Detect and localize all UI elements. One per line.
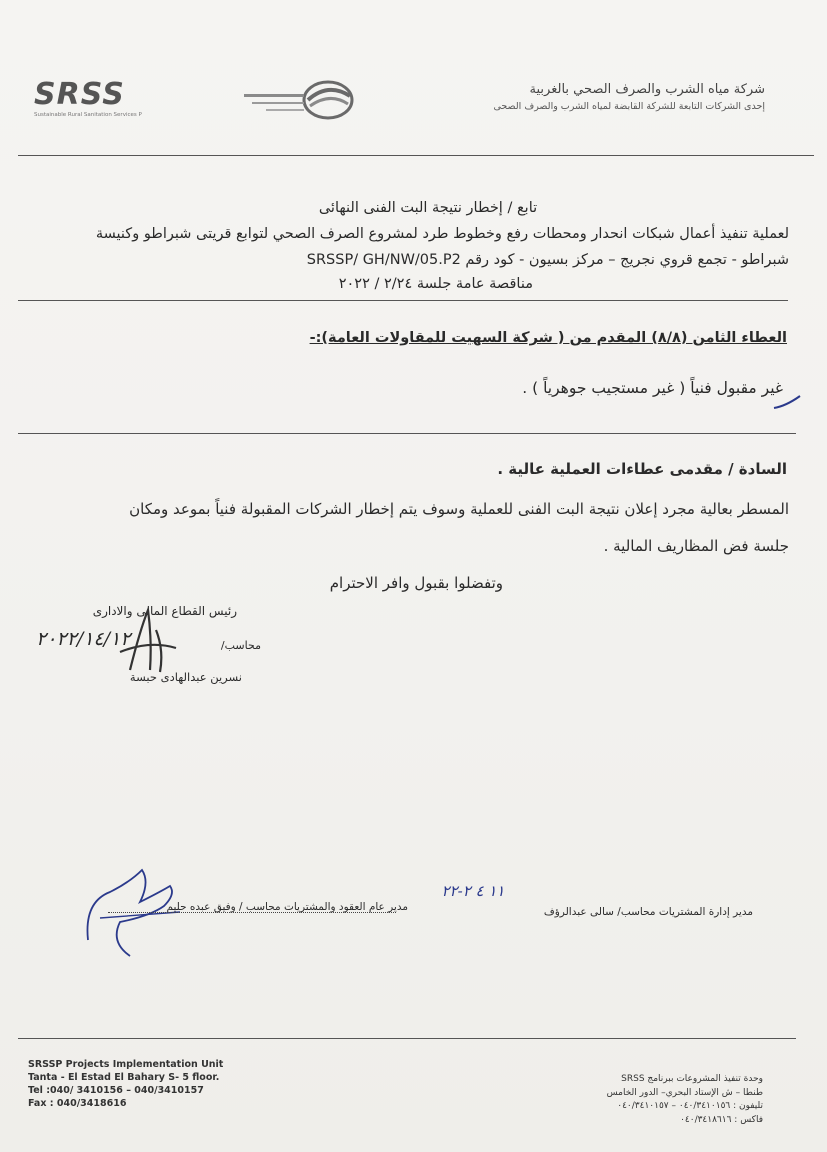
company-subtitle: إحدى الشركات التابعة للشركة القابضة لمياه الشرب والصرف الصحى [493, 101, 765, 112]
footer-arabic [607, 1073, 763, 1127]
contracts-manager-signature-label: مدير عام العقود والمشتريات محاسب / وفيق عبده حليم [166, 901, 408, 913]
handwritten-note [438, 876, 508, 946]
srss-logo-subtitle: Sustainable Rural Sanitation Services P [34, 112, 142, 118]
offer-evaluation: غير مقبول فنياً ( غير مستجيب جوهرياً ) . [522, 379, 783, 397]
footer-ar-unit: وحدة تنفيذ المشروعات ببرنامج SRSS [621, 1074, 763, 1084]
signatory-name: نسرين عبدالهادى حبسة [129, 670, 242, 684]
body-paragraph-line2: جلسة فض المظاريف المالية . [603, 537, 789, 555]
footer-divider [18, 1038, 796, 1039]
signature-dotted-line [108, 912, 396, 913]
closing-regards: وتفضلوا بقبول وافر الاحترام [329, 574, 503, 592]
footer-en-unit: SRSSP Projects Implementation Unit [28, 1059, 224, 1070]
project-description-line2: شبراطو - تجمع قروي نجريج – مركز بسيون - كود رقم SRSSP/ GH/NW/05.P2 [306, 252, 789, 268]
offer-heading: العطاء الثامن (٨/٨) المقدم من ( شركة السهيت للمقاولات العامة):- [309, 330, 787, 346]
purchasing-manager-signature-label: مدير إدارة المشتريات محاسب/ سالى عبدالرؤف [543, 906, 753, 918]
footer-ar-tel: تليفون : ٠٤٠/٣٤١٠١٥٦ – ٠٤٠/٣٤١٠١٥٧ [617, 1101, 763, 1111]
footer-ar-address: طنطا – ش الإستاد البحري– الدور الخامس [606, 1087, 763, 1098]
footer-en-tel: Tel :040/ 3410156 – 040/3410157 [28, 1085, 204, 1096]
pen-tick-mark [772, 394, 804, 412]
holding-company-logo [242, 78, 356, 124]
tender-session: مناقصة عامة جلسة ٢/٢٤ / ٢٠٢٢ [338, 276, 533, 292]
srss-logo-text: SRSS [34, 77, 125, 112]
srss-logo [34, 77, 142, 124]
footer-en-fax: Fax : 040/3418616 [28, 1098, 127, 1109]
footer-english [28, 1058, 223, 1110]
footer-ar-fax: فاكس : ٠٤٠/٣٤١٨٦١٦ [680, 1114, 763, 1125]
project-description-line1: لعملية تنفيذ أعمال شبكات انحدار ومحطات رفع وخطوط طرد لمشروع الصرف الصحي لتوابع قريتى شبراطو وكنيسة [95, 226, 789, 242]
notice-title: تابع / إخطار نتيجة البت الفنى النهائى [318, 200, 538, 216]
title-divider [18, 300, 788, 301]
offer-divider [18, 433, 796, 434]
handwritten-date-text: ٢٠٢٢/١٤/١٢ [36, 628, 131, 650]
footer-en-address: Tanta - El Estad El Bahary S- 5 floor. [28, 1072, 220, 1083]
signatory-title: رئيس القطاع المالى والادارى [92, 604, 237, 618]
salutation: السادة / مقدمى عطاءات العملية عالية . [497, 460, 787, 478]
handwritten-date [36, 628, 166, 678]
header-divider [18, 155, 814, 156]
company-name: شركة مياه الشرب والصرف الصحي بالغربية [529, 82, 765, 97]
handwritten-note-text: ١١ ٤ ٢-٢٢ [441, 882, 505, 900]
signatory-role: محاسب/ [220, 639, 261, 652]
body-paragraph-line1: المسطر بعالية مجرد إعلان نتيجة البت الفنى للعملية وسوف يتم إخطار الشركات المقبولة فنياً بموعد ومكان [129, 500, 789, 518]
